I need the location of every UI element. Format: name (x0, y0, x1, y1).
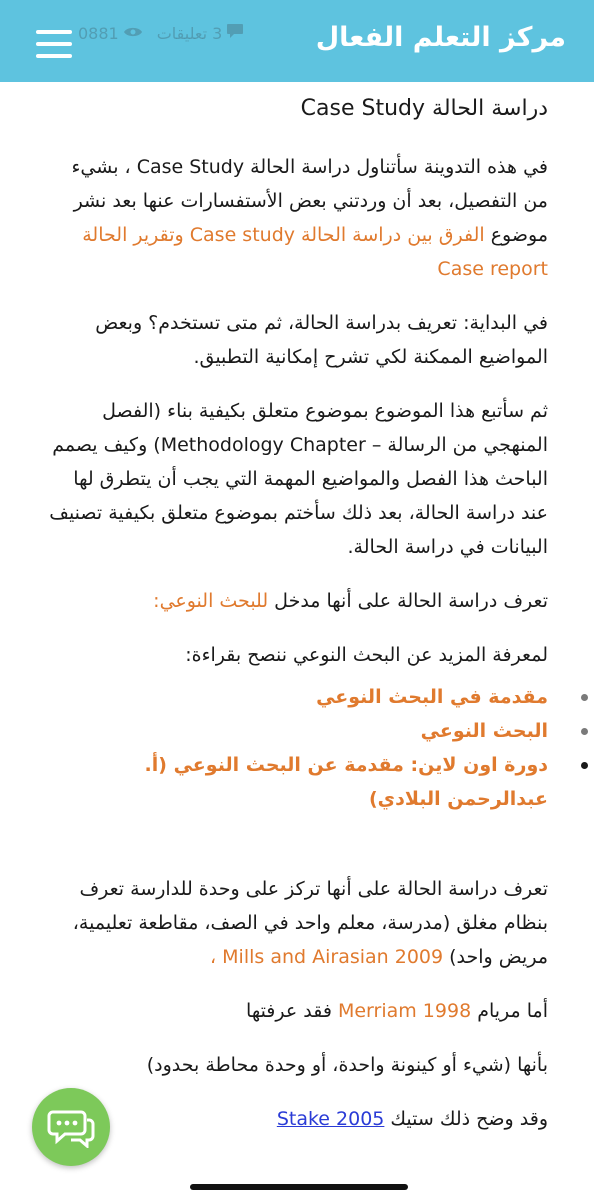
next-topics-paragraph: ثم سأتبع هذا الموضوع بموضوع متعلق بكيفية بناء (الفصل المنهجي من الرسالة – Methodology Chapter) وكيف يصمم الباحث هذا الفصل والمواضيع المهمة التي يجب أن يتطرق لها عند دراسة الحالة، بعد ذلك سأختم بموضوع متعلق بكيفية تصنيف البيانات في دراسة الحالة. (49, 400, 548, 558)
related-post-link[interactable]: الفرق بين دراسة الحالة Case study وتقرير الحالة Case report (82, 224, 548, 280)
closed-system-text: تعرف دراسة الحالة على أنها تركز على وحدة للدارسة تعرف بنظام مغلق (مدرسة، معلم واحد في الصف، مقاطعة تعليمية، مريض واحد) (72, 878, 548, 968)
comments-count[interactable] (157, 23, 245, 43)
reading-link-intro[interactable]: مقدمة في البحث النوعي (48, 680, 548, 714)
views-count (78, 24, 143, 43)
intro-paragraph (48, 150, 548, 286)
comment-icon (226, 23, 244, 43)
definition-text: تعرف دراسة الحالة على أنها مدخل (268, 590, 548, 612)
views-label: 0881 (78, 23, 119, 43)
qualitative-research-link[interactable]: للبحث النوعي: (153, 590, 269, 612)
merriam-citation-link[interactable]: Merriam 1998 (337, 1000, 472, 1022)
overview-paragraph: في البداية: تعريف بدراسة الحالة، ثم متى تستخدم؟ وبعض المواضيع الممكنة لكي تشرح إمكانية التطبيق. (95, 312, 548, 368)
chat-button[interactable] (32, 1088, 110, 1166)
post-meta (78, 22, 244, 44)
site-brand[interactable]: مركز التعلم الفعال (315, 22, 566, 53)
stake-paragraph (48, 1102, 548, 1136)
home-indicator (190, 1184, 408, 1190)
intro-text: في هذه التدوينة سأتناول دراسة الحالة Case Study ، بشيء من التفصيل، بعد أن وردتني بعض الأستفسارات عنها بعد نشر موضوع (71, 156, 548, 246)
comments-label: 3 تعليقات (156, 23, 223, 43)
entity-paragraph: بأنها (شيء أو كينونة واحدة، أو وحدة محاطة بحدود) (146, 1054, 548, 1076)
reading-link-qualitative[interactable]: البحث النوعي (48, 714, 548, 748)
stake-citation-link[interactable]: Stake 2005 (276, 1108, 385, 1130)
reading-list (48, 680, 548, 816)
reading-link-course[interactable]: دورة اون لاين: مقدمة عن البحث النوعي (أ. عبدالرحمن البلادي) (48, 748, 548, 816)
article-title: دراسة الحالة Case Study (300, 96, 548, 121)
top-header (0, 0, 594, 82)
merriam-text-1: أما مريام (471, 1000, 548, 1022)
merriam-text-2: فقد عرفتها (246, 1000, 338, 1022)
hamburger-icon[interactable] (36, 30, 72, 58)
merriam-paragraph (48, 994, 548, 1028)
mills-citation-link[interactable]: Mills and Airasian 2009 ، (209, 946, 444, 968)
closed-system-paragraph (48, 872, 548, 974)
recommend-paragraph: لمعرفة المزيد عن البحث النوعي ننصح بقراءة: (185, 644, 548, 666)
stake-text: وقد وضح ذلك ستيك (384, 1108, 548, 1130)
definition-paragraph (48, 584, 548, 618)
article-body (48, 82, 548, 1156)
eye-icon (123, 24, 143, 43)
